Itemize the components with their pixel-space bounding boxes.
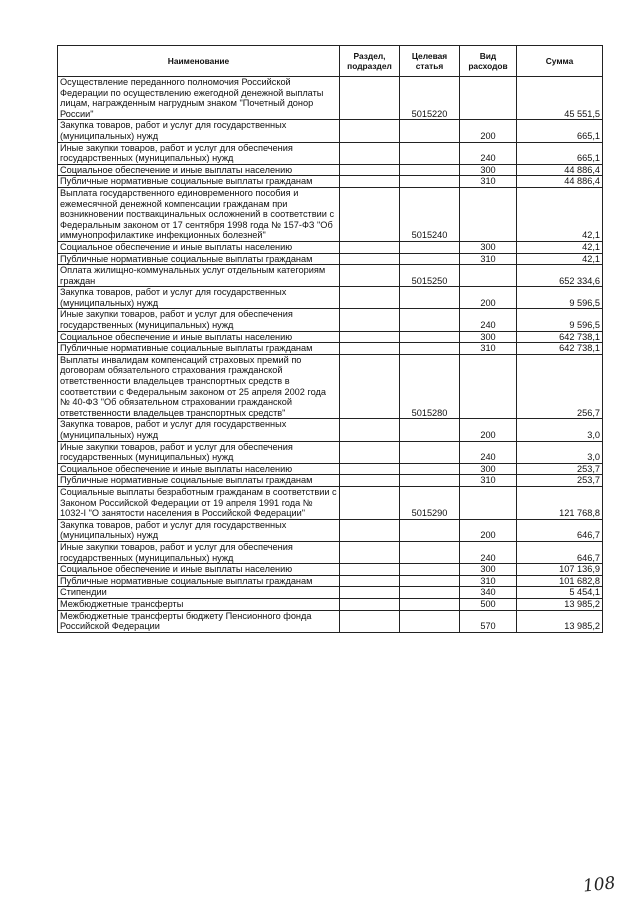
cell-target: 5015250 bbox=[400, 265, 460, 287]
cell-name: Иные закупки товаров, работ и услуг для обеспечения государственных (муниципальных) нужд bbox=[58, 142, 340, 164]
cell-target bbox=[400, 331, 460, 343]
table-header-row bbox=[58, 46, 603, 77]
cell-target bbox=[400, 241, 460, 253]
table-row bbox=[58, 486, 603, 519]
table-row bbox=[58, 176, 603, 188]
cell-target bbox=[400, 564, 460, 576]
document-sheet bbox=[57, 45, 602, 633]
cell-sum: 121 768,8 bbox=[517, 486, 603, 519]
cell-section bbox=[340, 441, 400, 463]
header-section: Раздел, подраздел bbox=[340, 46, 400, 77]
header-sum: Сумма bbox=[517, 46, 603, 77]
cell-name: Социальное обеспечение и иные выплаты населению bbox=[58, 564, 340, 576]
cell-target bbox=[400, 475, 460, 487]
cell-target bbox=[400, 519, 460, 541]
cell-name: Осуществление переданного полномочия Российской Федерации по осуществлению ежегодной денежной выплаты лицам, награжденным нагрудным знаком "Почетный донор России" bbox=[58, 77, 340, 120]
cell-name: Публичные нормативные социальные выплаты гражданам bbox=[58, 253, 340, 265]
cell-expense: 310 bbox=[460, 176, 517, 188]
cell-expense bbox=[460, 77, 517, 120]
table-row bbox=[58, 463, 603, 475]
table-row bbox=[58, 610, 603, 632]
cell-name: Закупка товаров, работ и услуг для государственных (муниципальных) нужд bbox=[58, 419, 340, 441]
cell-name: Публичные нормативные социальные выплаты гражданам bbox=[58, 176, 340, 188]
cell-section bbox=[340, 164, 400, 176]
cell-sum: 646,7 bbox=[517, 519, 603, 541]
cell-expense: 240 bbox=[460, 441, 517, 463]
cell-target bbox=[400, 419, 460, 441]
cell-expense: 500 bbox=[460, 598, 517, 610]
cell-target: 5015240 bbox=[400, 187, 460, 241]
cell-name: Выплаты инвалидам компенсаций страховых премий по договорам обязательного страхования гражданской ответственности владельцев транспортных средств в соответствии с Федеральным законом от 25 апреля 2002 года № 40-ФЗ "Об обязательном страховании гражданской ответственности владельцев транспортных средств" bbox=[58, 354, 340, 419]
cell-sum: 646,7 bbox=[517, 541, 603, 563]
cell-target bbox=[400, 309, 460, 331]
cell-expense: 200 bbox=[460, 287, 517, 309]
cell-target bbox=[400, 587, 460, 599]
cell-section bbox=[340, 475, 400, 487]
cell-name: Выплата государственного единовременного пособия и ежемесячной денежной компенсации гражданам при возникновении поствакцинальных осложнений в соответствии с Федеральным законом от 17 сентября 1998 года № 157-ФЗ "Об иммунопрофилактике инфекционных болезней" bbox=[58, 187, 340, 241]
cell-sum: 253,7 bbox=[517, 475, 603, 487]
cell-sum: 42,1 bbox=[517, 253, 603, 265]
cell-sum: 3,0 bbox=[517, 441, 603, 463]
cell-sum: 253,7 bbox=[517, 463, 603, 475]
cell-section bbox=[340, 176, 400, 188]
cell-target bbox=[400, 575, 460, 587]
cell-expense: 200 bbox=[460, 519, 517, 541]
cell-section bbox=[340, 575, 400, 587]
cell-section bbox=[340, 77, 400, 120]
cell-sum: 42,1 bbox=[517, 241, 603, 253]
cell-expense bbox=[460, 265, 517, 287]
cell-name: Иные закупки товаров, работ и услуг для обеспечения государственных (муниципальных) нужд bbox=[58, 309, 340, 331]
cell-section bbox=[340, 610, 400, 632]
cell-target bbox=[400, 610, 460, 632]
cell-name: Межбюджетные трансферты бюджету Пенсионного фонда Российской Федерации bbox=[58, 610, 340, 632]
cell-section bbox=[340, 463, 400, 475]
cell-sum: 9 596,5 bbox=[517, 309, 603, 331]
cell-name: Социальное обеспечение и иные выплаты населению bbox=[58, 241, 340, 253]
cell-section bbox=[340, 419, 400, 441]
table-row bbox=[58, 564, 603, 576]
cell-target bbox=[400, 441, 460, 463]
cell-name: Социальное обеспечение и иные выплаты населению bbox=[58, 463, 340, 475]
cell-sum: 45 551,5 bbox=[517, 77, 603, 120]
cell-section bbox=[340, 187, 400, 241]
cell-sum: 642 738,1 bbox=[517, 343, 603, 355]
cell-section bbox=[340, 343, 400, 355]
table-row bbox=[58, 541, 603, 563]
table-row bbox=[58, 241, 603, 253]
cell-target bbox=[400, 287, 460, 309]
cell-target bbox=[400, 598, 460, 610]
header-expense: Вид расходов bbox=[460, 46, 517, 77]
cell-name: Стипендии bbox=[58, 587, 340, 599]
cell-expense: 570 bbox=[460, 610, 517, 632]
table-row bbox=[58, 575, 603, 587]
cell-sum: 9 596,5 bbox=[517, 287, 603, 309]
cell-expense: 240 bbox=[460, 541, 517, 563]
cell-expense: 310 bbox=[460, 475, 517, 487]
cell-sum: 665,1 bbox=[517, 142, 603, 164]
table-row bbox=[58, 287, 603, 309]
cell-expense bbox=[460, 187, 517, 241]
cell-target bbox=[400, 142, 460, 164]
cell-section bbox=[340, 331, 400, 343]
table-row bbox=[58, 142, 603, 164]
table-row bbox=[58, 475, 603, 487]
cell-section bbox=[340, 142, 400, 164]
cell-section bbox=[340, 253, 400, 265]
cell-target: 5015280 bbox=[400, 354, 460, 419]
cell-sum: 652 334,6 bbox=[517, 265, 603, 287]
cell-expense bbox=[460, 486, 517, 519]
cell-expense: 240 bbox=[460, 142, 517, 164]
cell-target bbox=[400, 120, 460, 142]
cell-sum: 5 454,1 bbox=[517, 587, 603, 599]
table-row bbox=[58, 265, 603, 287]
table-row bbox=[58, 598, 603, 610]
cell-section bbox=[340, 587, 400, 599]
cell-name: Закупка товаров, работ и услуг для государственных (муниципальных) нужд bbox=[58, 120, 340, 142]
cell-section bbox=[340, 564, 400, 576]
cell-expense: 300 bbox=[460, 164, 517, 176]
cell-section bbox=[340, 120, 400, 142]
cell-target: 5015220 bbox=[400, 77, 460, 120]
cell-section bbox=[340, 287, 400, 309]
cell-expense: 310 bbox=[460, 253, 517, 265]
cell-name: Иные закупки товаров, работ и услуг для обеспечения государственных (муниципальных) нужд bbox=[58, 441, 340, 463]
cell-name: Социальные выплаты безработным гражданам в соответствии с Законом Российской Федерации от 19 апреля 1991 года № 1032-I "О занятости населения в Российской Федерации" bbox=[58, 486, 340, 519]
cell-expense: 340 bbox=[460, 587, 517, 599]
table-row bbox=[58, 354, 603, 419]
cell-expense: 300 bbox=[460, 331, 517, 343]
cell-expense: 310 bbox=[460, 343, 517, 355]
cell-section bbox=[340, 486, 400, 519]
budget-table bbox=[57, 45, 603, 633]
table-row bbox=[58, 419, 603, 441]
cell-sum: 642 738,1 bbox=[517, 331, 603, 343]
cell-name: Закупка товаров, работ и услуг для государственных (муниципальных) нужд bbox=[58, 519, 340, 541]
cell-name: Межбюджетные трансферты bbox=[58, 598, 340, 610]
cell-expense: 200 bbox=[460, 419, 517, 441]
cell-section bbox=[340, 519, 400, 541]
cell-sum: 107 136,9 bbox=[517, 564, 603, 576]
table-row bbox=[58, 343, 603, 355]
cell-name: Иные закупки товаров, работ и услуг для обеспечения государственных (муниципальных) нужд bbox=[58, 541, 340, 563]
table-row bbox=[58, 164, 603, 176]
table-row bbox=[58, 77, 603, 120]
table-row bbox=[58, 253, 603, 265]
cell-sum: 44 886,4 bbox=[517, 164, 603, 176]
table-row bbox=[58, 187, 603, 241]
table-row bbox=[58, 120, 603, 142]
cell-name: Публичные нормативные социальные выплаты гражданам bbox=[58, 343, 340, 355]
header-target: Целевая статья bbox=[400, 46, 460, 77]
cell-expense: 200 bbox=[460, 120, 517, 142]
cell-target bbox=[400, 253, 460, 265]
table-row bbox=[58, 519, 603, 541]
cell-section bbox=[340, 598, 400, 610]
cell-target bbox=[400, 343, 460, 355]
table-body bbox=[58, 77, 603, 633]
cell-sum: 101 682,8 bbox=[517, 575, 603, 587]
table-row bbox=[58, 331, 603, 343]
cell-sum: 256,7 bbox=[517, 354, 603, 419]
cell-section bbox=[340, 354, 400, 419]
cell-target bbox=[400, 541, 460, 563]
cell-target: 5015290 bbox=[400, 486, 460, 519]
cell-target bbox=[400, 176, 460, 188]
cell-name: Публичные нормативные социальные выплаты гражданам bbox=[58, 575, 340, 587]
cell-name: Публичные нормативные социальные выплаты гражданам bbox=[58, 475, 340, 487]
cell-expense: 300 bbox=[460, 241, 517, 253]
table-row bbox=[58, 441, 603, 463]
table-row bbox=[58, 587, 603, 599]
cell-sum: 44 886,4 bbox=[517, 176, 603, 188]
cell-name: Закупка товаров, работ и услуг для государственных (муниципальных) нужд bbox=[58, 287, 340, 309]
cell-section bbox=[340, 309, 400, 331]
cell-section bbox=[340, 241, 400, 253]
cell-sum: 665,1 bbox=[517, 120, 603, 142]
cell-name: Социальное обеспечение и иные выплаты населению bbox=[58, 164, 340, 176]
cell-expense: 240 bbox=[460, 309, 517, 331]
cell-sum: 3,0 bbox=[517, 419, 603, 441]
cell-name: Социальное обеспечение и иные выплаты населению bbox=[58, 331, 340, 343]
cell-section bbox=[340, 265, 400, 287]
cell-sum: 13 985,2 bbox=[517, 598, 603, 610]
cell-target bbox=[400, 164, 460, 176]
cell-sum: 13 985,2 bbox=[517, 610, 603, 632]
table-row bbox=[58, 309, 603, 331]
cell-sum: 42,1 bbox=[517, 187, 603, 241]
cell-target bbox=[400, 463, 460, 475]
cell-expense: 310 bbox=[460, 575, 517, 587]
cell-section bbox=[340, 541, 400, 563]
page-number: 108 bbox=[582, 873, 617, 897]
cell-expense: 300 bbox=[460, 564, 517, 576]
cell-expense: 300 bbox=[460, 463, 517, 475]
header-name: Наименование bbox=[58, 46, 340, 77]
cell-name: Оплата жилищно-коммунальных услуг отдельным категориям граждан bbox=[58, 265, 340, 287]
cell-expense bbox=[460, 354, 517, 419]
